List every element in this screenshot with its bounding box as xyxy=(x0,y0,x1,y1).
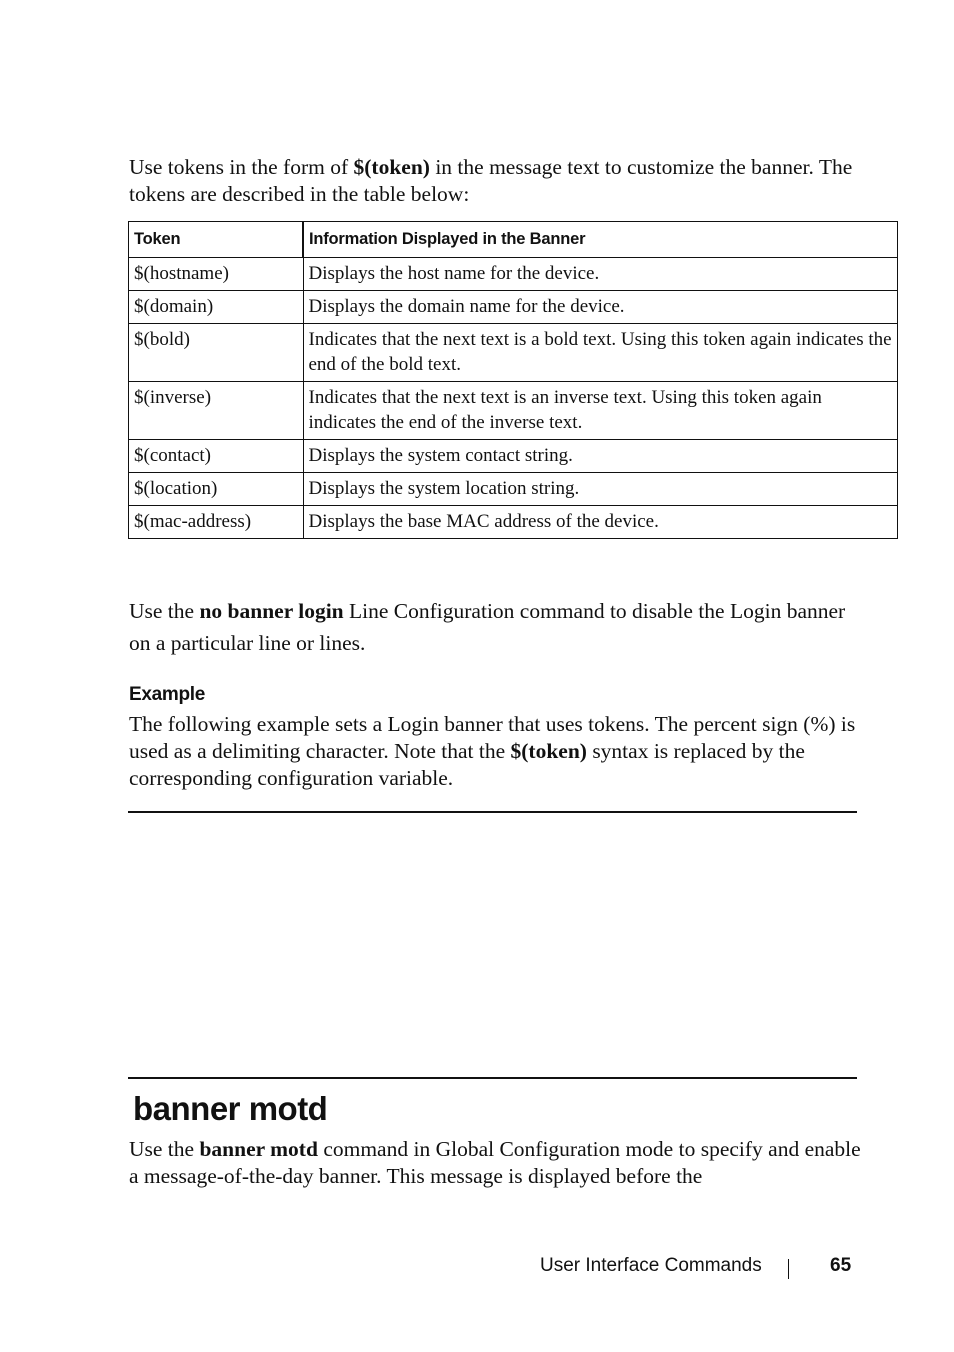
token-cell: $(bold) xyxy=(129,324,304,382)
footer-separator xyxy=(788,1259,789,1279)
description-cell: Indicates that the next text is a bold text. Using this token again indicates the end of the bold text. xyxy=(303,324,898,382)
section-paragraph xyxy=(129,1136,869,1190)
example-token-syntax: $(token) xyxy=(510,739,587,763)
table-row xyxy=(129,382,898,440)
token-cell: $(mac-address) xyxy=(129,506,304,539)
description-cell: Displays the system contact string. xyxy=(303,440,898,473)
info-column-header: Information Displayed in the Banner xyxy=(303,222,898,258)
token-table xyxy=(128,221,898,539)
table-row xyxy=(129,291,898,324)
table-row xyxy=(129,258,898,291)
token-cell: $(inverse) xyxy=(129,382,304,440)
intro-token-syntax: $(token) xyxy=(353,155,430,179)
example-paragraph xyxy=(129,711,869,792)
section-text-end: command in Global Configuration mode to specify and enable a message-of-the-day banner. This message is displayed before the xyxy=(129,1137,861,1188)
intro-text-start: Use tokens in the form of xyxy=(129,155,354,179)
token-table-header-row xyxy=(129,222,898,258)
section-text-start: Use the xyxy=(129,1137,200,1161)
section-divider xyxy=(128,1077,857,1079)
footer-section-name: User Interface Commands xyxy=(540,1255,762,1276)
no-banner-text-end: Line Configuration command to disable the Login banner on a particular line or lines. xyxy=(129,599,846,655)
section-title: banner motd xyxy=(133,1090,328,1127)
example-text-start: The following example sets a Login banner that uses tokens. The percent sign (%) is used as a delimiting character. Note that the xyxy=(129,712,856,763)
no-banner-text-start: Use the xyxy=(129,599,200,623)
description-cell: Displays the domain name for the device. xyxy=(303,291,898,324)
table-row xyxy=(129,324,898,382)
intro-paragraph xyxy=(129,154,869,208)
token-column-header: Token xyxy=(129,222,304,258)
example-divider xyxy=(128,811,857,813)
example-heading: Example xyxy=(129,684,206,705)
token-cell: $(location) xyxy=(129,473,304,506)
section-command: banner motd xyxy=(199,1137,318,1161)
no-banner-paragraph xyxy=(129,595,869,659)
no-banner-command: no banner login xyxy=(199,599,344,623)
token-cell: $(hostname) xyxy=(129,258,304,291)
table-row xyxy=(129,506,898,539)
description-cell: Displays the system location string. xyxy=(303,473,898,506)
page-number: 65 xyxy=(830,1255,852,1276)
example-text-end: syntax is replaced by the corresponding configuration variable. xyxy=(129,739,805,790)
description-cell: Displays the base MAC address of the device. xyxy=(303,506,898,539)
token-cell: $(contact) xyxy=(129,440,304,473)
table-row xyxy=(129,473,898,506)
table-row xyxy=(129,440,898,473)
intro-text-end: in the message text to customize the banner. The tokens are described in the table below: xyxy=(129,155,853,206)
description-cell: Displays the host name for the device. xyxy=(303,258,898,291)
token-cell: $(domain) xyxy=(129,291,304,324)
description-cell: Indicates that the next text is an inverse text. Using this token again indicates the end of the inverse text. xyxy=(303,382,898,440)
